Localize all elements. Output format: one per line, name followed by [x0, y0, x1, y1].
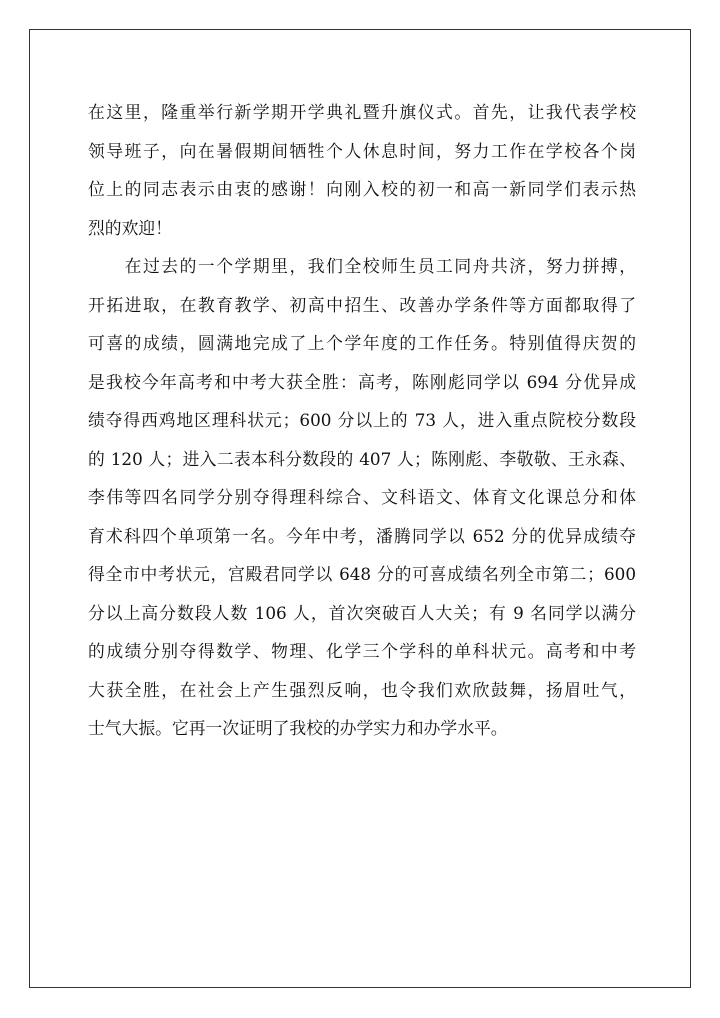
text-line: 领导班子，向在暑假期间牺牲个人休息时间，努力工作在学校各个岗 [88, 140, 636, 161]
document-body [88, 93, 636, 748]
text-line: 的成绩分别夺得数学、物理、化学三个学科的单科状元。高考和中考 [88, 641, 636, 661]
text-line: 位上的同志表示由衷的感谢！向刚入校的初一和高一新同学们表示热 [88, 179, 636, 199]
text-line: 李伟等四名同学分别夺得理科综合、文科语文、体育文化课总分和体 [88, 487, 636, 507]
text-line: 在过去的一个学期里，我们全校师生员工同舟共济，努力拼搏， [88, 256, 636, 276]
text-line: 是我校今年高考和中考大获全胜：高考，陈刚彪同学以 694 分优异成 [88, 371, 636, 392]
text-line: 烈的欢迎！ [88, 217, 172, 238]
text-line: 在这里，隆重举行新学期开学典礼暨升旗仪式。首先，让我代表学校 [88, 102, 636, 122]
text-line: 得全市中考状元，宫殿君同学以 648 分的可喜成绩名列全市第二；600 [88, 564, 636, 584]
text-line: 绩夺得西鸡地区理科状元；600 分以上的 73 人，进入重点院校分数段 [88, 410, 636, 430]
text-line: 的 120 人；进入二表本科分数段的 407 人；陈刚彪、李敬敬、王永森、 [88, 448, 636, 469]
text-line: 可喜的成绩，圆满地完成了上个学年度的工作任务。特别值得庆贺的 [88, 333, 636, 353]
text-line: 分以上高分数段人数 106 人，首次突破百人大关；有 9 名同学以满分 [88, 602, 636, 623]
text-line: 开拓进取，在教育教学、初高中招生、改善办学条件等方面都取得了 [88, 294, 636, 315]
text-line: 士气大振。它再一次证明了我校的办学实力和办学水平。 [88, 718, 508, 738]
text-line: 大获全胜，在社会上产生强烈反响，也令我们欢欣鼓舞，扬眉吐气， [88, 679, 636, 700]
text-line: 育术科四个单项第一名。今年中考，潘腾同学以 652 分的优异成绩夺 [88, 525, 636, 546]
